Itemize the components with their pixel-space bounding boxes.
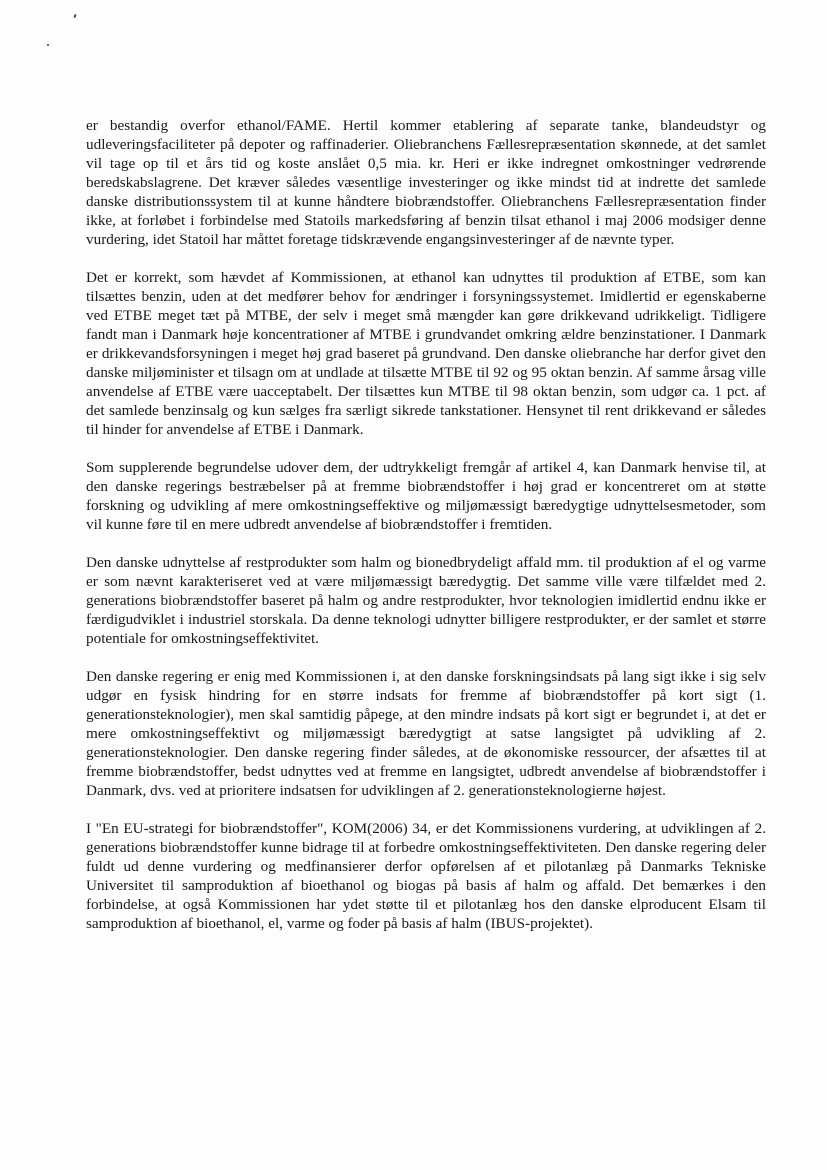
paragraph-eu-strategy: I "En EU-strategi for biobrændstoffer", KOM(2006) 34, er det Kommissionens vurdering, at udviklingen af 2. generations biobrændstoffer kunne bidrage til at forbedre omkostningseffektiviteten. Den danske regering deler fuldt ud denne vurdering og medfinansierer derfor opførelsen af et pilotanlæg på Danmarks Tekniske Universitet til samproduktion af bioethanol og biogas på basis af halm og affald. Det bemærkes i den forbindelse, at også Kommissionen har ydet støtte til et pilotanlæg hos den danske elproducent Elsam til samproduktion af bioethanol, el, varme og foder på basis af halm (IBUS-projektet). [86, 820, 766, 932]
paragraph-etbe: Det er korrekt, som hævdet af Kommissionen, at ethanol kan udnyttes til produktion af ETBE, som kan tilsættes benzin, uden at det medfører behov for ændringer i forsyningssystemet. Imidlertid er egenskaberne ved ETBE meget tæt på MTBE, der selv i meget små mængder kan gøre drikkevand udrikkeligt. Tidligere fandt man i Danmark høje koncentrationer af MTBE i grundvandet omkring ældre benzinstationer. I Danmark er drikkevandsforsyningen i meget høj grad baseret på grundvand. Den danske oliebranche har derfor givet den danske miljøminister et tilsagn om at undlade at tilsætte MTBE til 92 og 95 oktan benzin. Af samme årsag ville anvendelse af ETBE være uacceptabelt. Der tilsættes kun MTBE til 98 oktan benzin, som udgør ca. 1 pct. af det samlede benzinsalg og kun sælges fra særligt sikrede tankstationer. Hensynet til rent drikkevand er således til hinder for anvendelse af ETBE i Danmark. [86, 269, 766, 438]
document-body [86, 116, 766, 952]
paragraph-distribution-costs: er bestandig overfor ethanol/FAME. Hertil kommer etablering af separate tanke, blandeudstyr og udleveringsfaciliteter på depoter og raffinaderier. Oliebranchens Fællesrepræsentation skønnede, at det samlet vil tage op til et års tid og koste anslået 0,5 mia. kr. Heri er ikke indregnet omkostninger vedrørende beredskabslagrene. Det kræver således væsentlige investeringer og ikke mindst tid at indrette det samlede danske distributionssystem til at kunne håndtere biobrændstoffer. Oliebranchens Fællesrepræsentation finder ikke, at forløbet i forbindelse med Statoils markedsføring af benzin tilsat ethanol i maj 2006 modsiger denne vurdering, idet Statoil har måttet foretage tidskrævende engangsinvesteringer af de nævnte typer. [86, 117, 766, 248]
paragraph-research-focus: Som supplerende begrundelse udover dem, der udtrykkeligt fremgår af artikel 4, kan Danmark henvise til, at den danske regerings bestræbelser på at fremme biobrændstoffer i høj grad er koncentreret om at støtte forskning og udvikling af mere omkostningseffektive og miljømæssigt bæredygtige udnyttelsesmetoder, som vil kunne føre til en mere udbredt anvendelse af biobrændstoffer i fremtiden. [86, 459, 766, 533]
scan-speck [47, 44, 49, 46]
paragraph-residual-products: Den danske udnyttelse af restprodukter som halm og bionedbrydeligt affald mm. til produktion af el og varme er som nævnt karakteriseret ved at være miljømæssigt bæredygtig. Det samme ville være tilfældet med 2. generations biobrændstoffer baseret på halm og andre restprodukter, hvor teknologien imidlertid endnu ikke er færdigudviklet i industriel storskala. Da denne teknologi udnytter billigere restprodukter, er der samlet et større potentiale for omkostningseffektivitet. [86, 554, 766, 647]
paragraph-government-position: Den danske regering er enig med Kommissionen i, at den danske forskningsindsats på lang sigt ikke i sig selv udgør en fysisk hindring for en større indsats for fremme af biobrændstoffer på kort sigt (1. generationsteknologier), men skal samtidig påpege, at den mindre indsats på kort sigt er begrundet i, at det er mere omkostningseffektivt og miljømæssigt bæredygtigt at satse langsigtet på udvikling af 2. generationsteknologier. Den danske regering finder således, at de økonomiske ressourcer, der afsættes til at fremme biobrændstoffer, bedst udnyttes ved at fremme en langsigtet, udbredt anvendelse af biobrændstoffer i Danmark, dvs. ved at prioritere indsatsen for udviklingen af 2. generationsteknologierne højest. [86, 668, 766, 799]
scan-speck [73, 14, 76, 18]
